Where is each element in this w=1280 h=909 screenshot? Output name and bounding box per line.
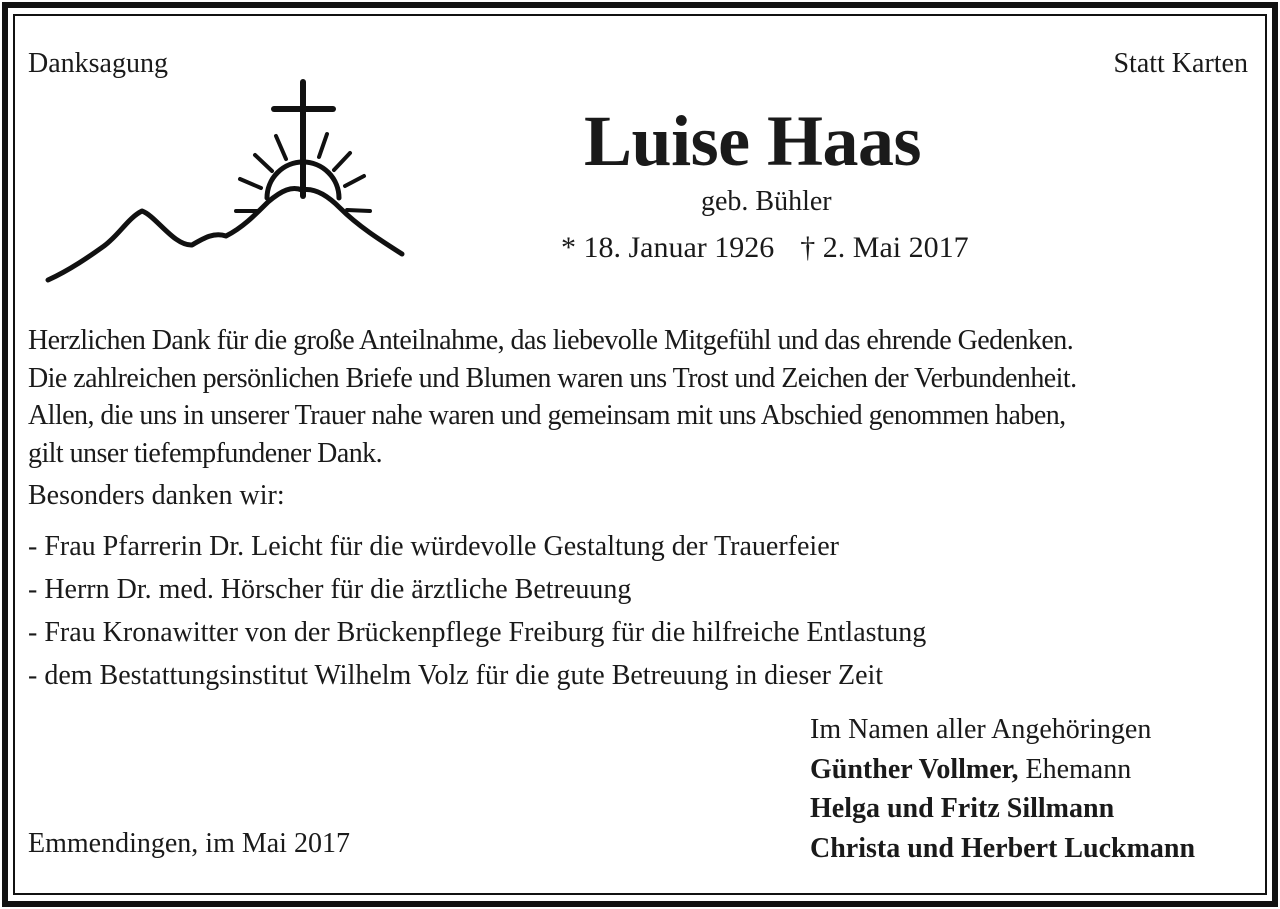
thank-you-paragraph: [28, 322, 1258, 472]
paragraph-line: Die zahlreichen persönlichen Briefe und Blumen waren uns Trost und Zeichen der Verbundenheit.: [28, 362, 1077, 394]
maiden-name: geb. Bühler: [701, 186, 832, 217]
signer-line: [810, 750, 1195, 790]
signoff-intro: Im Namen aller Angehöringen: [810, 714, 1152, 745]
list-item: - Frau Kronawitter von der Brückenpflege Freiburg für die hilfreiche Entlastung: [28, 617, 927, 648]
signer-line: Christa und Herbert Luckmann: [810, 832, 1196, 864]
list-item: - dem Bestattungsinstitut Wilhelm Volz für die gute Betreuung in dieser Zeit: [28, 660, 884, 691]
paragraph-line: Herzlichen Dank für die große Anteilnahme, das liebevolle Mitgefühl und das ehrende Gedenken.: [28, 325, 1074, 356]
death-date: † 2. Mai 2017: [800, 231, 969, 264]
cross-sunrise-mountain-icon: [40, 78, 410, 288]
life-dates: [561, 231, 969, 265]
special-thanks-list: [28, 525, 926, 697]
signer-role: Ehemann: [1018, 753, 1132, 785]
birth-date: * 18. Januar 1926: [561, 231, 775, 264]
paragraph-line: gilt unser tiefempfundener Dank.: [28, 437, 383, 469]
list-item: - Frau Pfarrerin Dr. Leicht für die würdevolle Gestaltung der Trauerfeier: [28, 531, 839, 562]
signoff-block: [810, 710, 1195, 868]
signer-name: Günther Vollmer,: [810, 753, 1019, 785]
place-and-date: Emmendingen, im Mai 2017: [28, 828, 350, 859]
list-item: - Herrn Dr. med. Hörscher für die ärztliche Betreuung: [28, 574, 632, 605]
deceased-name: Luise Haas: [584, 101, 922, 181]
paragraph-line: Allen, die uns in unserer Trauer nahe waren und gemeinsam mit uns Abschied genommen haben,: [28, 400, 1066, 431]
special-thanks-intro: Besonders danken wir:: [28, 480, 285, 511]
header-danksagung: Danksagung: [28, 48, 168, 79]
header-statt-karten: Statt Karten: [1113, 48, 1248, 79]
signer-line: Helga und Fritz Sillmann: [810, 793, 1115, 824]
